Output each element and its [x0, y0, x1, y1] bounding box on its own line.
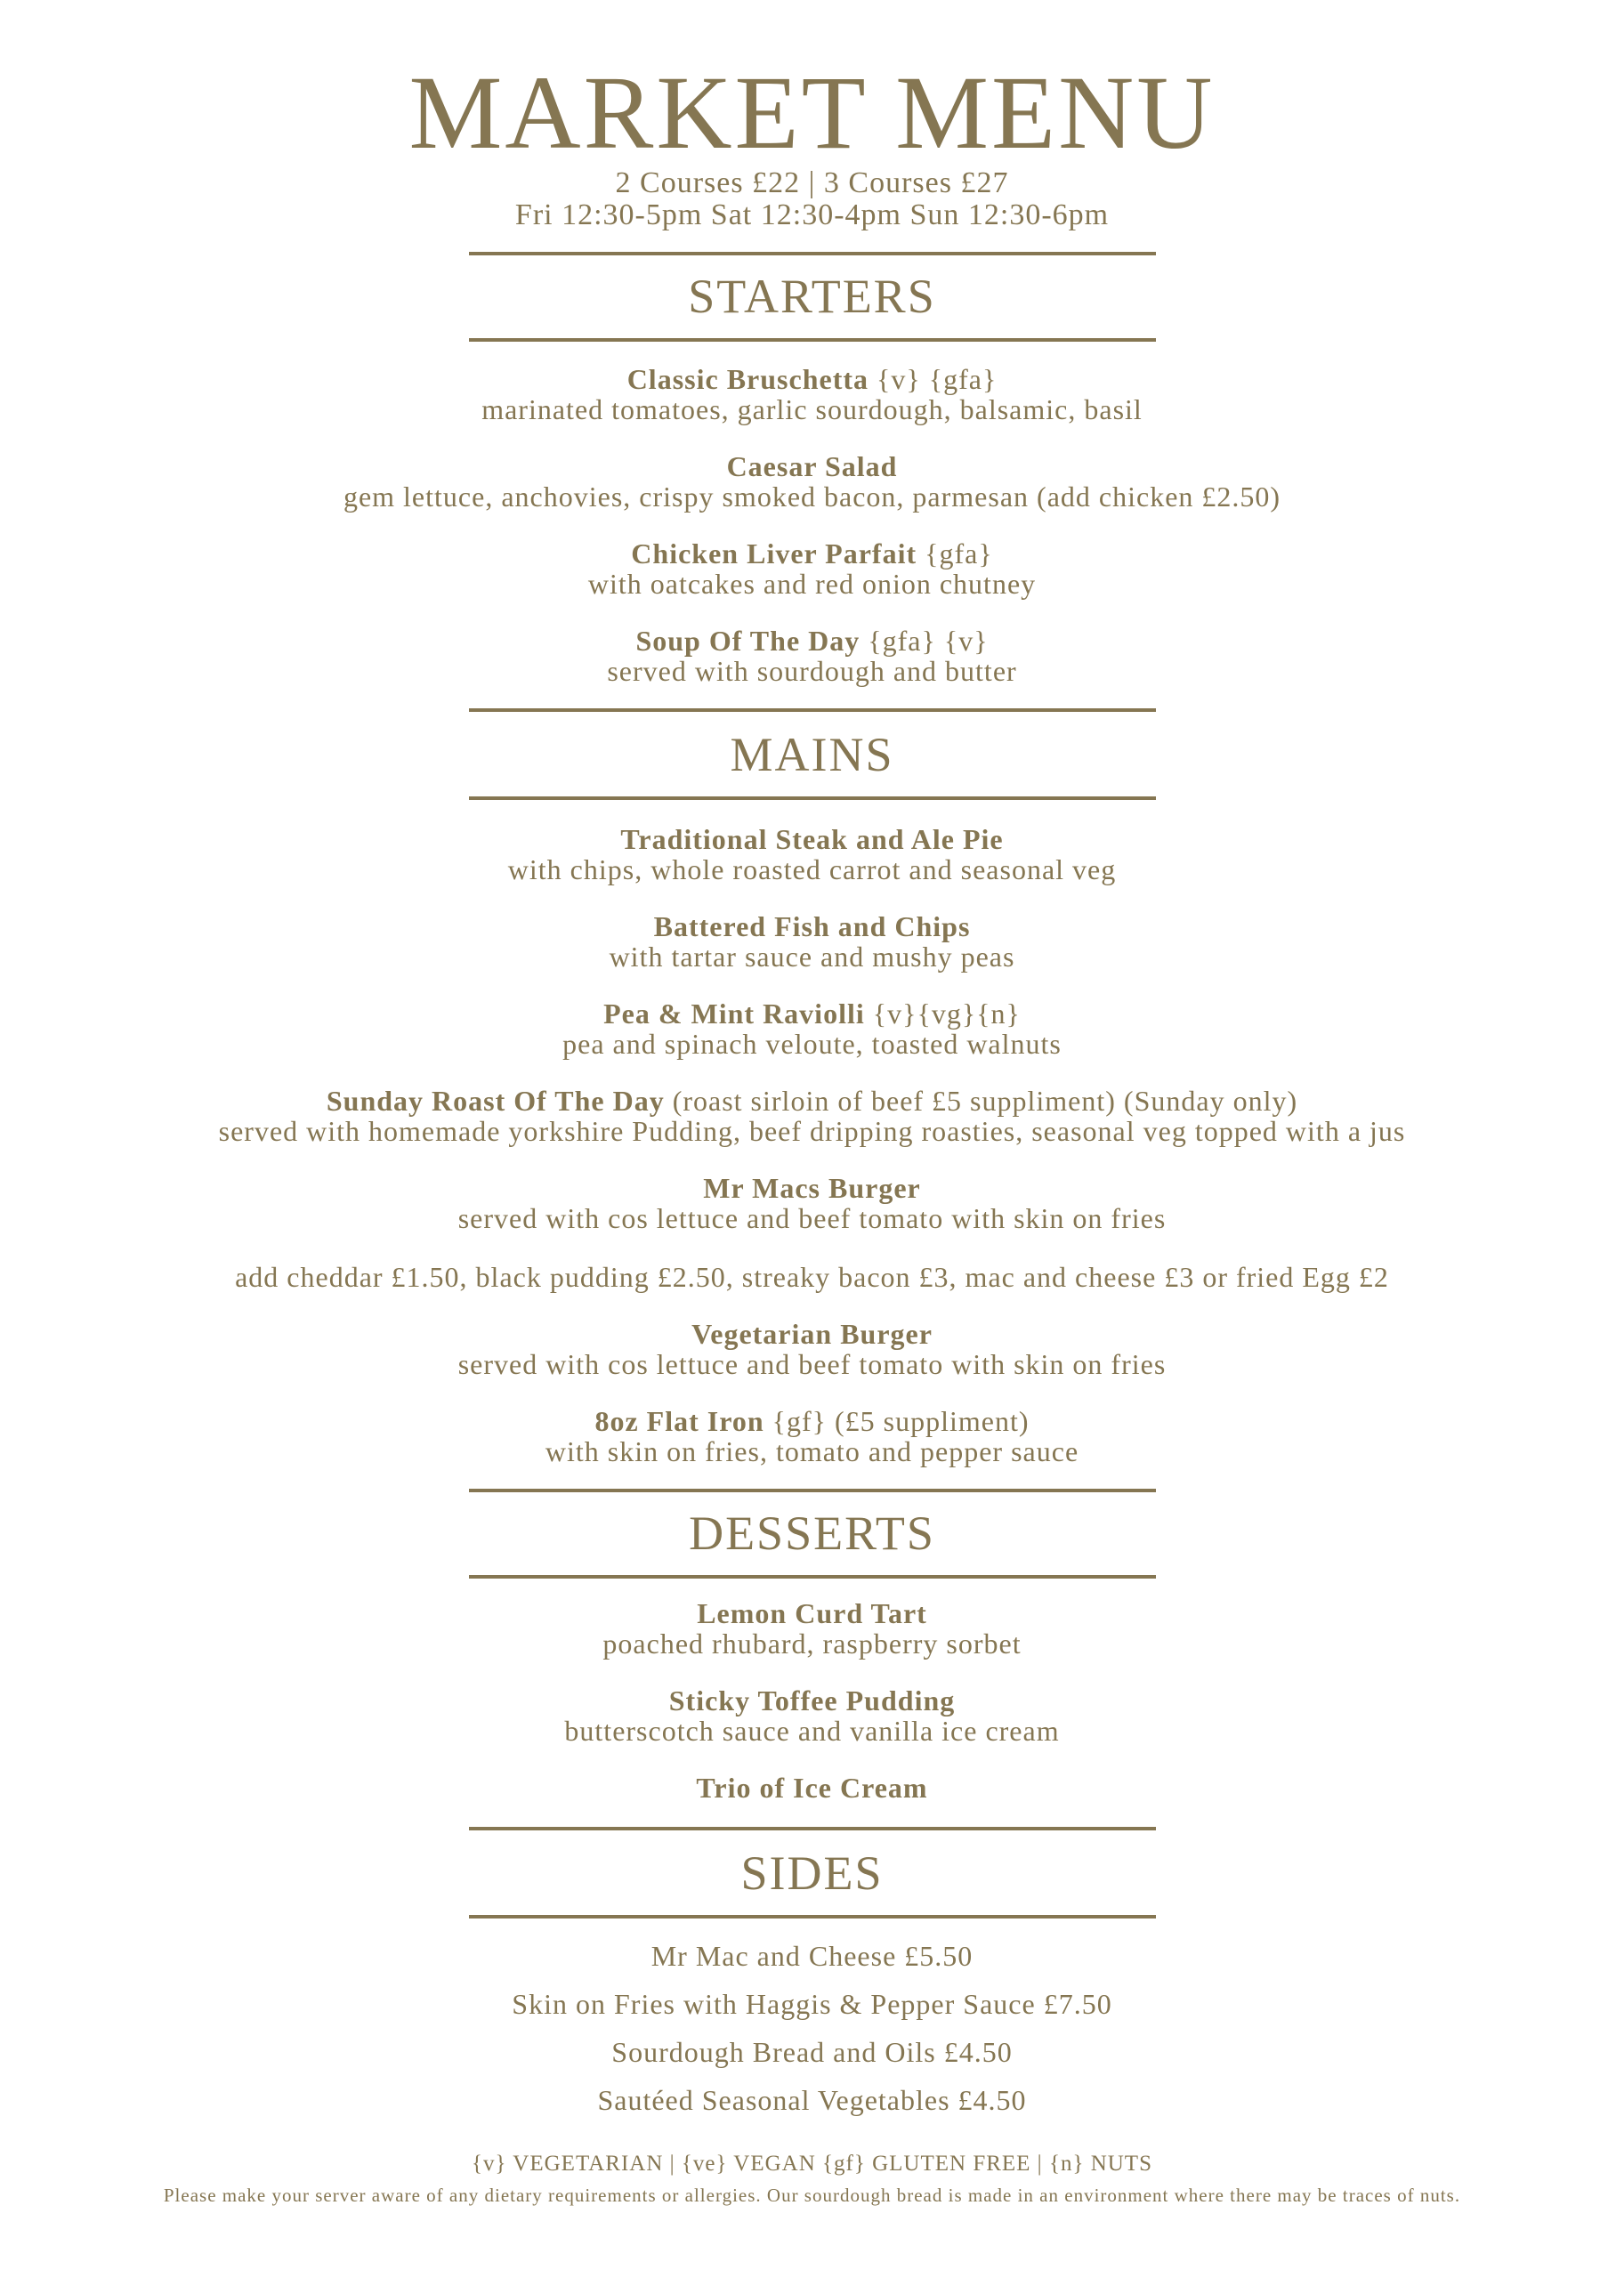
dish-title [0, 451, 1624, 481]
divider [469, 708, 1156, 712]
side-item: Mr Mac and Cheese £5.50 [650, 1940, 974, 1972]
dish-name: Classic Bruschetta [626, 363, 869, 395]
divider [469, 796, 1156, 800]
dish-title [0, 1685, 1624, 1716]
dish-description: with skin on fries, tomato and pepper sauce [545, 1435, 1079, 1467]
section-heading-sides: SIDES [740, 1846, 884, 1900]
dish-name: Sunday Roast Of The Day [326, 1085, 665, 1117]
dish-name: Sticky Toffee Pudding [668, 1684, 956, 1717]
dish-title [0, 538, 1624, 569]
dish-description: marinated tomatoes, garlic sourdough, balsamic, basil [481, 393, 1143, 425]
dish-title [0, 1406, 1624, 1436]
divider [469, 1827, 1156, 1830]
dish-description: served with homemade yorkshire Pudding, beef dripping roasties, seasonal veg topped with a jus [218, 1115, 1406, 1147]
side-item: Sautéed Seasonal Vegetables £4.50 [597, 2084, 1027, 2116]
menu-title: MARKET MENU [408, 54, 1216, 171]
dish-title [0, 1773, 1624, 1803]
dish-name: Mr Macs Burger [703, 1172, 921, 1204]
divider [469, 252, 1156, 255]
dish-tags: {v}{vg}{n} [864, 998, 1021, 1030]
dish-title [0, 998, 1624, 1029]
dish-title [0, 824, 1624, 854]
section-heading-desserts: DESSERTS [689, 1507, 935, 1560]
dish-name: Traditional Steak and Ale Pie [620, 823, 1004, 855]
dish-description: with oatcakes and red onion chutney [587, 568, 1037, 600]
dish-name: Soup Of The Day [635, 625, 860, 657]
dish-title [0, 626, 1624, 656]
dish-name: Pea & Mint Raviolli [603, 998, 865, 1030]
divider [469, 1575, 1156, 1579]
burger-extras: add cheddar £1.50, black pudding £2.50, streaky bacon £3, mac and cheese £3 or fried Egg £2 [235, 1261, 1389, 1293]
dish-name: 8oz Flat Iron [594, 1405, 764, 1437]
section-heading-mains: MAINS [730, 728, 894, 781]
allergy-note: Please make your server aware of any dietary requirements or allergies. Our sourdough bread is made in an environment where there may be traces of nuts. [163, 2185, 1461, 2206]
dish-name: Trio of Ice Cream [696, 1772, 928, 1804]
dish-tags: {v} {gfa} [869, 363, 998, 395]
dish-title [0, 1319, 1624, 1349]
dish-description: with tartar sauce and mushy peas [609, 941, 1015, 973]
section-heading-starters: STARTERS [688, 270, 936, 323]
side-item: Skin on Fries with Haggis & Pepper Sauce £7.50 [512, 1988, 1112, 2020]
dish-description: gem lettuce, anchovies, crispy smoked bacon, parmesan (add chicken £2.50) [343, 481, 1281, 513]
dish-description: served with cos lettuce and beef tomato with skin on fries [457, 1348, 1167, 1380]
dish-description: served with cos lettuce and beef tomato with skin on fries [457, 1202, 1167, 1234]
dish-description: served with sourdough and butter [607, 655, 1017, 687]
dish-tags: {gfa} [917, 537, 993, 570]
dish-title [0, 911, 1624, 941]
dish-description: pea and spinach veloute, toasted walnuts [562, 1028, 1062, 1060]
dish-title [0, 1086, 1624, 1116]
dish-title [0, 364, 1624, 394]
dish-title [0, 1598, 1624, 1628]
side-item: Sourdough Bread and Oils £4.50 [611, 2036, 1013, 2068]
dish-description: butterscotch sauce and vanilla ice cream [564, 1715, 1060, 1747]
course-prices: 2 Courses £22 | 3 Courses £27 [615, 166, 1009, 199]
divider [469, 1915, 1156, 1919]
dish-description: poached rhubard, raspberry sorbet [602, 1628, 1022, 1660]
dish-description: with chips, whole roasted carrot and seasonal veg [507, 853, 1117, 885]
dish-title [0, 1173, 1624, 1203]
dish-name: Battered Fish and Chips [653, 910, 971, 942]
dish-name: Lemon Curd Tart [697, 1597, 927, 1629]
opening-hours: Fri 12:30-5pm Sat 12:30-4pm Sun 12:30-6pm [514, 198, 1110, 231]
dish-name: Chicken Liver Parfait [631, 537, 917, 570]
dish-name: Vegetarian Burger [691, 1318, 933, 1350]
dish-tags: (roast sirloin of beef £5 suppliment) (Sunday only) [664, 1085, 1298, 1117]
divider [469, 338, 1156, 342]
dish-tags: {gf} (£5 suppliment) [764, 1405, 1030, 1437]
divider [469, 1489, 1156, 1492]
dietary-legend: {v} VEGETARIAN | {ve} VEGAN {gf} GLUTEN FREE | {n} NUTS [472, 2152, 1152, 2176]
dish-tags: {gfa} {v} [860, 625, 989, 657]
dish-name: Caesar Salad [726, 450, 898, 482]
